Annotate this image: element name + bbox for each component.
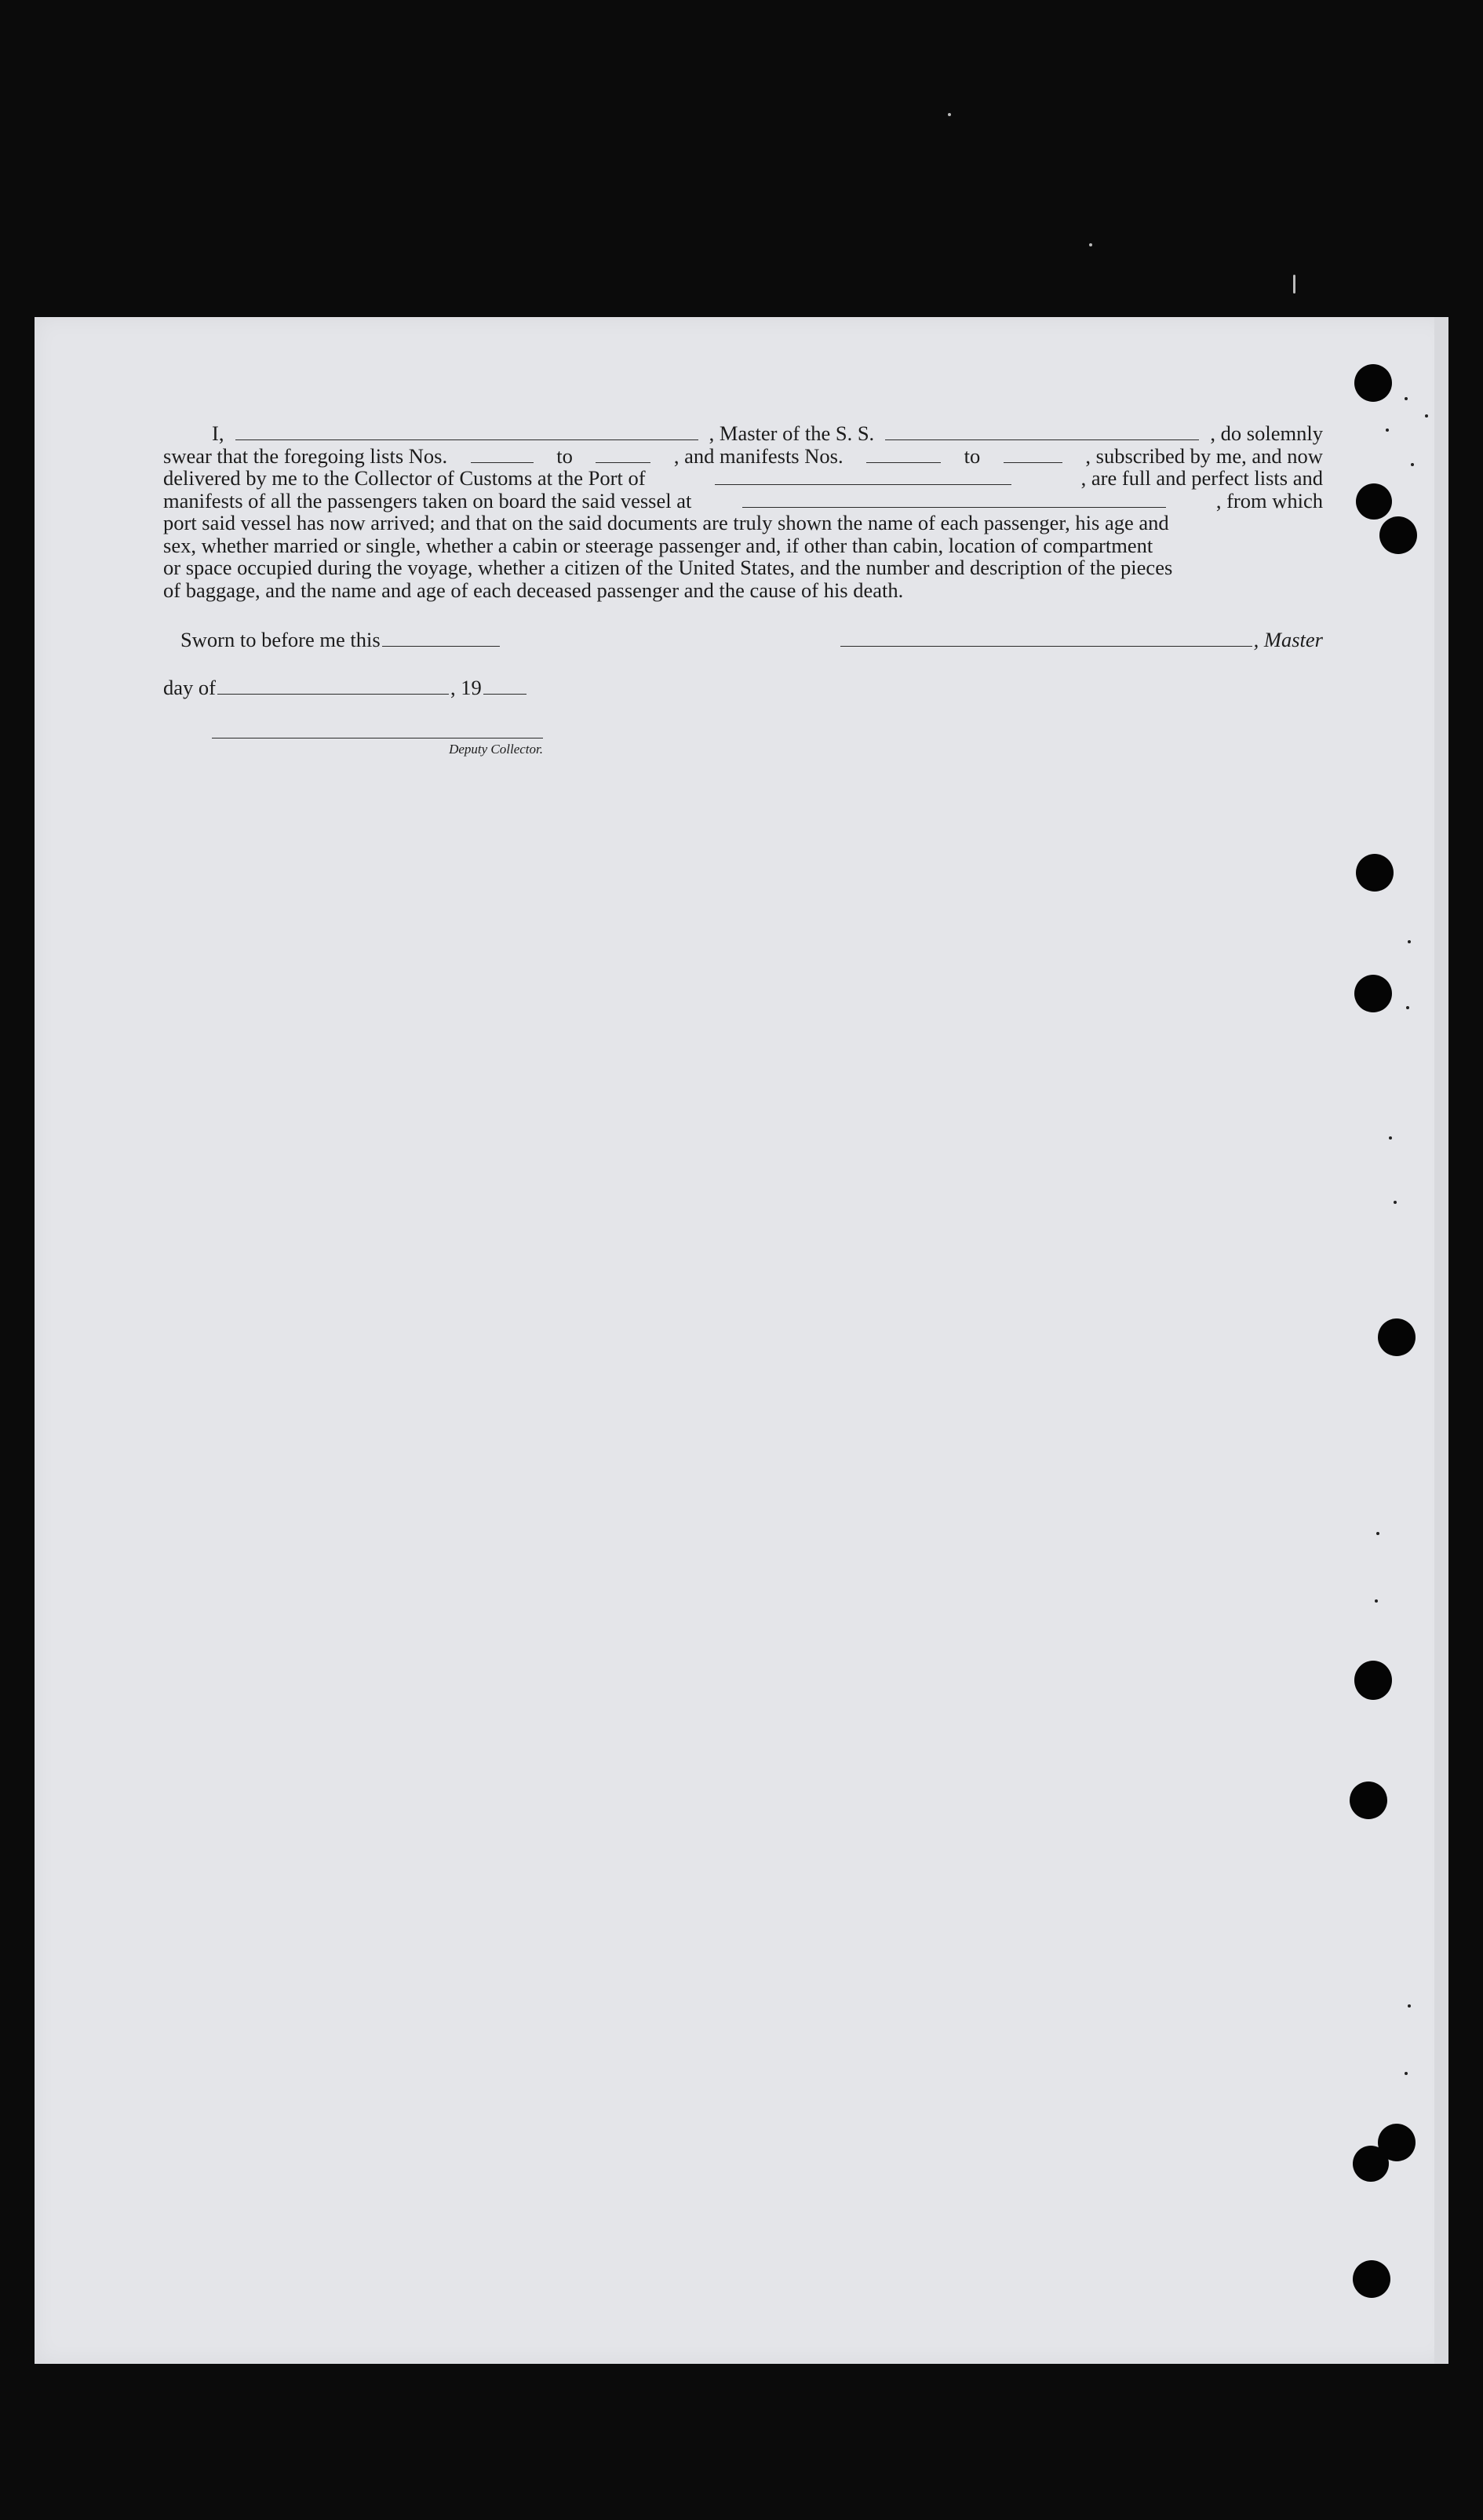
oath-text: I,	[212, 421, 224, 445]
lists-to-blank[interactable]	[596, 448, 650, 463]
oath-line-6	[163, 534, 1323, 557]
speck	[948, 113, 951, 116]
ship-name-blank[interactable]	[885, 425, 1199, 440]
punch-hole	[1353, 2260, 1390, 2298]
lists-from-blank[interactable]	[471, 448, 534, 463]
master-signature	[839, 628, 1323, 652]
manifests-from-blank[interactable]	[866, 448, 941, 463]
oath-text: , are full and perfect lists and	[1080, 466, 1323, 490]
oath-text: to	[556, 443, 573, 468]
speck	[1376, 1532, 1379, 1535]
punch-hole	[1354, 975, 1392, 1012]
sworn-day-blank[interactable]	[382, 632, 500, 647]
manifests-to-blank[interactable]	[1004, 448, 1062, 463]
oath-line-8	[163, 579, 1323, 602]
oath-line-5	[163, 512, 1323, 534]
oath-text: port said vessel has now arrived; and that on the said documents are truly shown the name of each passenger, his age and	[163, 511, 1169, 534]
oath-text: , subscribed by me, and now	[1085, 443, 1323, 468]
signature-area	[163, 628, 1323, 700]
oath-line-2	[163, 445, 1323, 468]
punch-hole	[1379, 516, 1417, 554]
punch-hole	[1356, 483, 1392, 520]
deputy-collector-signature[interactable]	[212, 738, 543, 757]
oath-paragraph	[163, 422, 1323, 601]
sworn-left	[163, 628, 501, 652]
oath-text: manifests of all the passengers taken on board the said vessel at	[163, 488, 692, 512]
speck	[1408, 940, 1411, 943]
punch-hole	[1378, 1318, 1416, 1356]
speck	[1386, 429, 1389, 432]
form-sheet	[35, 317, 1448, 2364]
oath-text: , Master of the S. S.	[709, 421, 875, 445]
oath-line-3	[163, 467, 1323, 490]
oath-text: to	[964, 443, 981, 468]
master-name-blank[interactable]	[235, 425, 698, 440]
oath-text: , and manifests Nos.	[673, 443, 844, 468]
day-of-label: day of	[163, 676, 216, 699]
oath-text: sex, whether married or single, whether a cabin or steerage passenger and, if other than cabin, location of compartment	[163, 533, 1153, 557]
punch-hole	[1356, 854, 1394, 892]
oath-line-4	[163, 490, 1323, 512]
speck	[1394, 1201, 1397, 1204]
master-signature-blank[interactable]	[840, 632, 1252, 647]
oath-line-7	[163, 556, 1323, 579]
speck	[1293, 275, 1295, 294]
port-blank[interactable]	[715, 470, 1011, 485]
oath-text: , from which	[1215, 488, 1323, 512]
deputy-collector-label: Deputy Collector.	[449, 742, 543, 757]
speck	[1425, 414, 1428, 418]
oath-text: swear that the foregoing lists Nos.	[163, 443, 448, 468]
speck	[1408, 2004, 1411, 2008]
speck	[1405, 397, 1408, 400]
speck	[1411, 463, 1414, 466]
oath-text: delivered by me to the Collector of Customs at the Port of	[163, 466, 646, 490]
oath-line-1	[163, 422, 1323, 445]
year-blank[interactable]	[483, 680, 527, 695]
oath-text: , do solemnly	[1210, 421, 1323, 445]
month-blank[interactable]	[217, 680, 449, 695]
speck	[1405, 2072, 1408, 2075]
punch-hole	[1350, 1782, 1387, 1819]
departure-port-blank[interactable]	[742, 493, 1166, 508]
speck	[1406, 1006, 1409, 1009]
sheet-edge	[1434, 317, 1448, 2364]
speck	[1389, 1136, 1392, 1140]
punch-hole	[1354, 364, 1392, 402]
punch-hole	[1353, 2146, 1389, 2182]
year-prefix-label: , 19	[450, 676, 482, 699]
day-row	[163, 676, 1323, 700]
master-label: , Master	[1253, 628, 1323, 651]
speck	[1089, 243, 1092, 246]
sworn-row	[163, 628, 1323, 652]
oath-text: of baggage, and the name and age of each deceased passenger and the cause of his death.	[163, 578, 904, 602]
sworn-label: Sworn to before me this	[180, 628, 381, 651]
oath-text: or space occupied during the voyage, whether a citizen of the United States, and the number and description of the pieces	[163, 556, 1173, 579]
punch-hole	[1354, 1661, 1392, 1700]
speck	[1375, 1599, 1378, 1603]
